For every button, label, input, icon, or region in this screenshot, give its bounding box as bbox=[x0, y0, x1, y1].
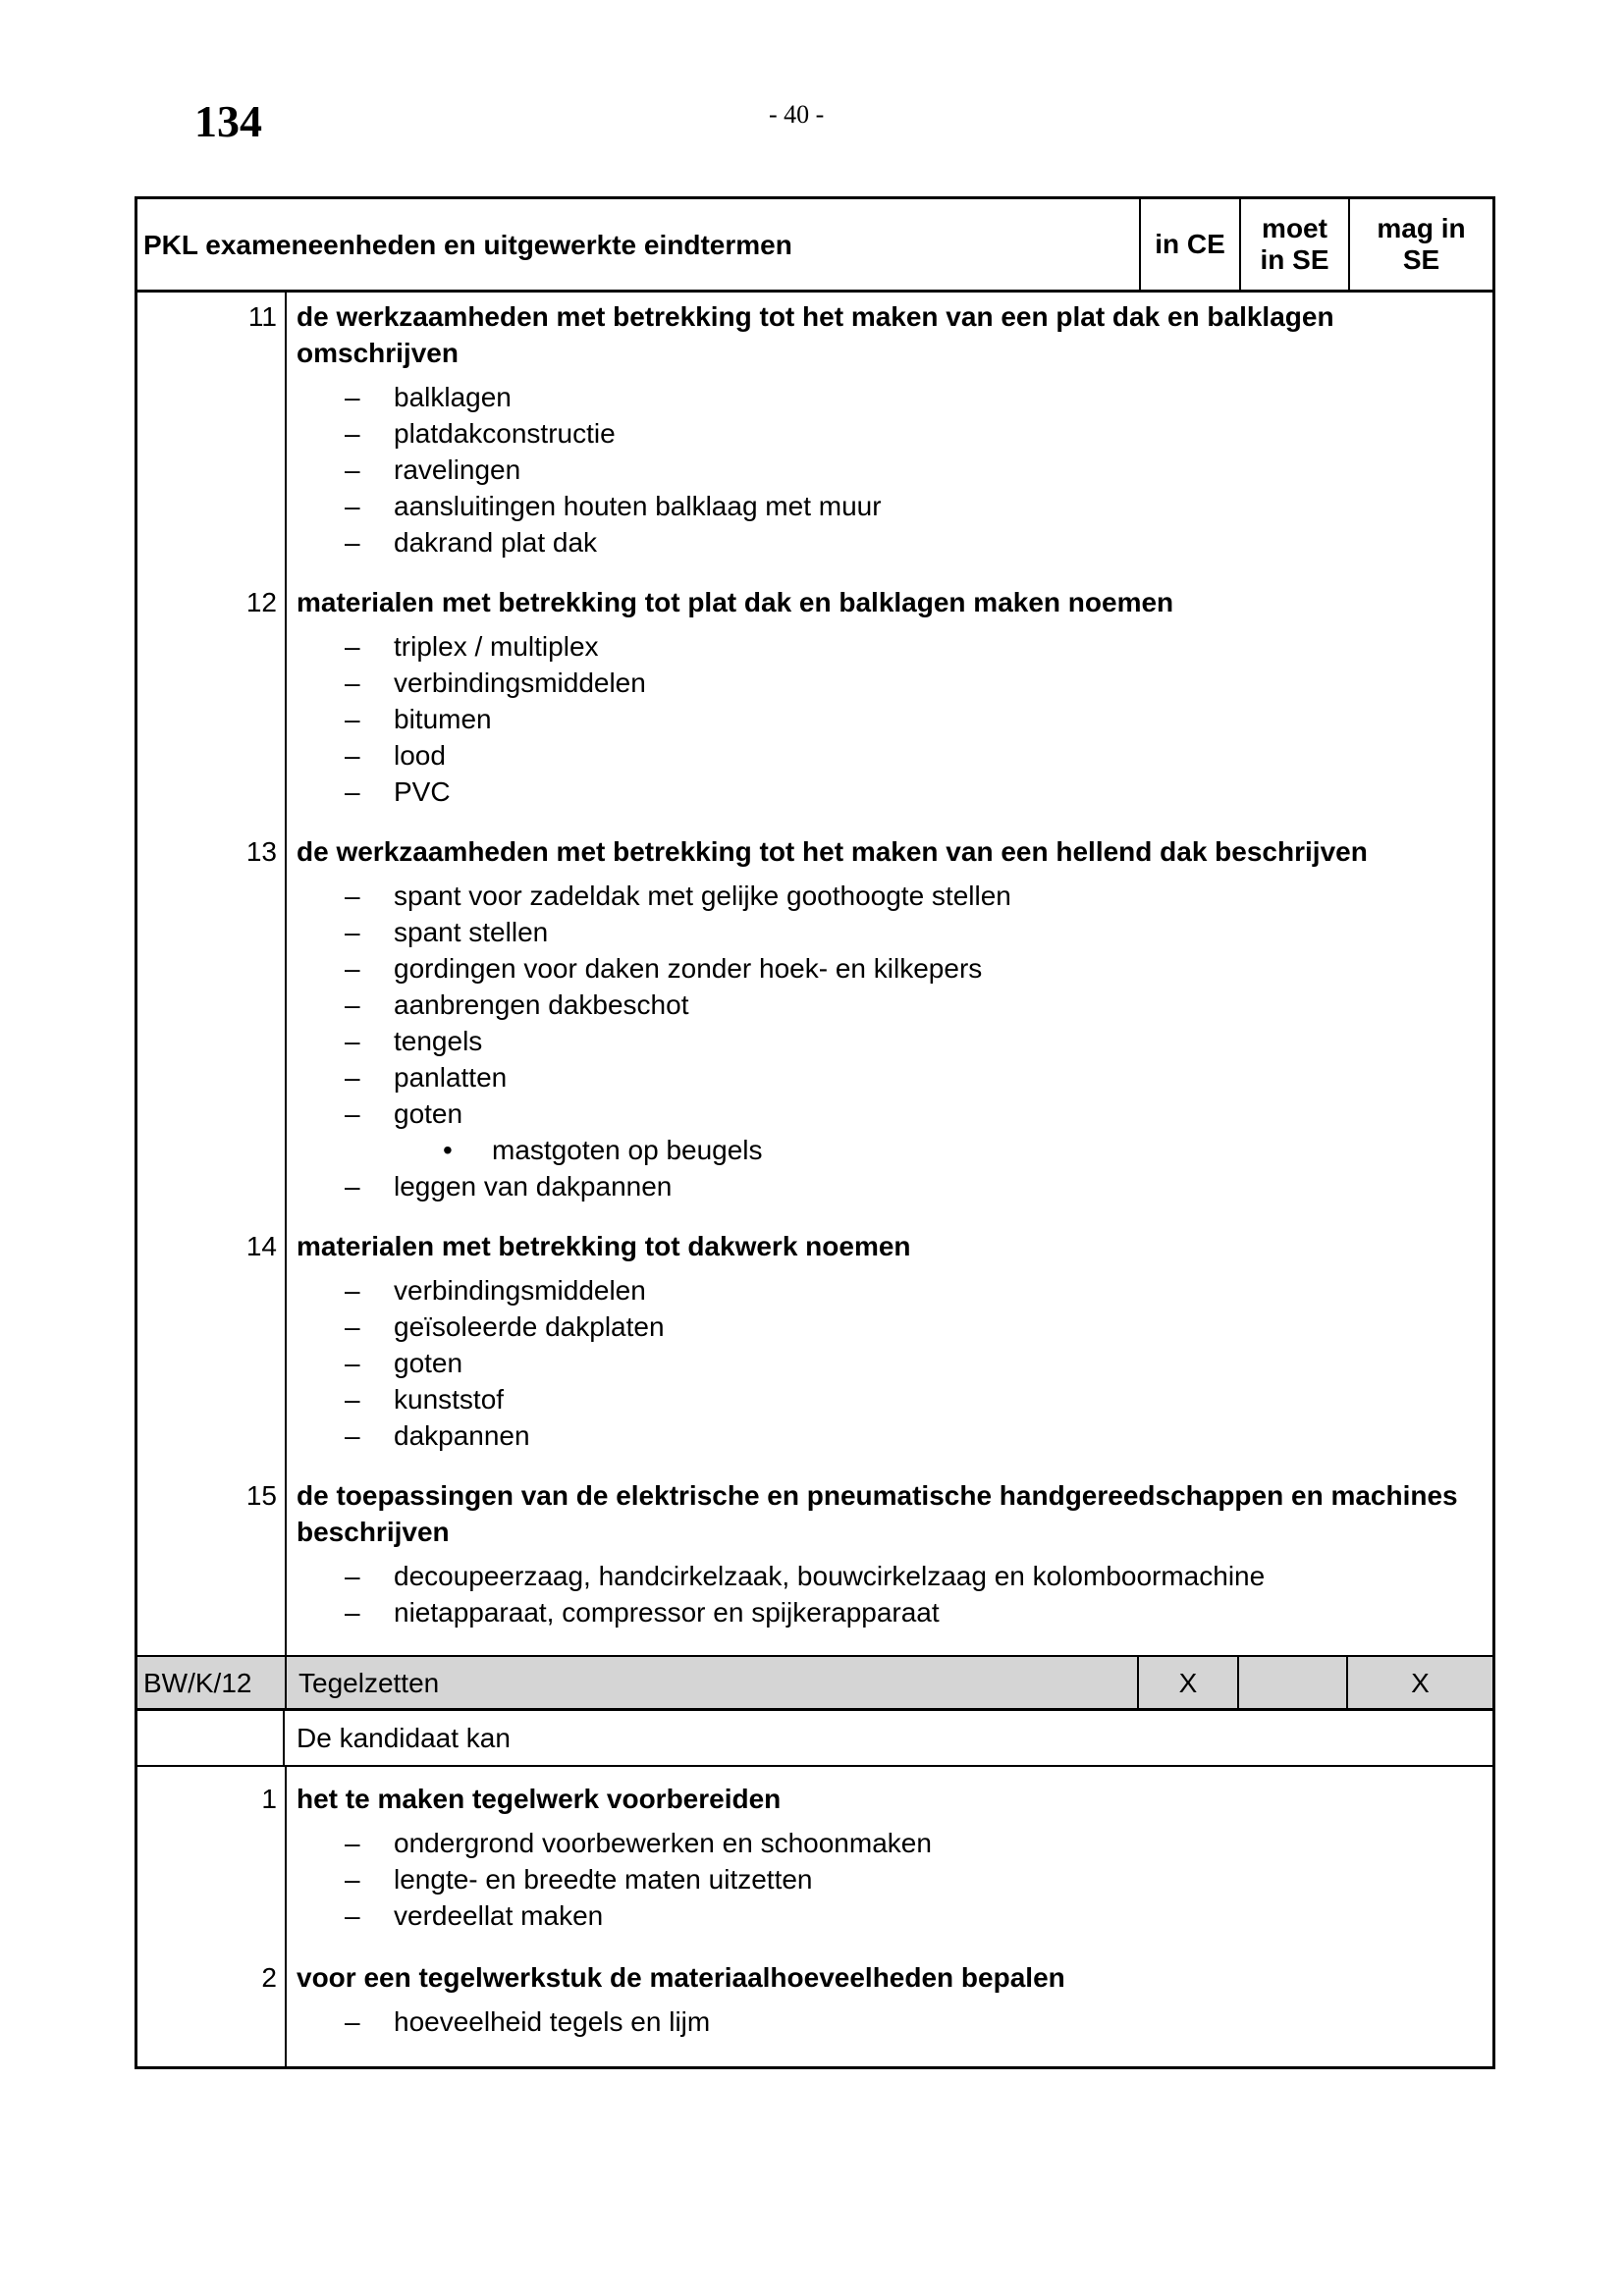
kerndeel-row bbox=[137, 1657, 1492, 1711]
list-dash-marker: – bbox=[345, 1311, 360, 1342]
list-dash-marker: – bbox=[345, 667, 360, 698]
subitem-text: verbindingsmiddelen bbox=[394, 1275, 646, 1306]
eindterm-subitem bbox=[297, 415, 1477, 452]
number-column-divider bbox=[285, 1767, 287, 2066]
list-dash-marker: – bbox=[345, 1275, 360, 1306]
subitem-text: verdeellat maken bbox=[394, 1900, 604, 1931]
header-col-moet-line1: moet bbox=[1262, 213, 1327, 243]
subitem-text: lengte- en breedte maten uitzetten bbox=[394, 1864, 813, 1895]
subitem-text: aansluitingen houten balklaag met muur bbox=[394, 491, 882, 521]
list-dash-marker: – bbox=[345, 881, 360, 911]
eindterm-subitem bbox=[297, 878, 1477, 914]
eindterm-item-15 bbox=[137, 1477, 1492, 1630]
eindterm-subitem bbox=[297, 452, 1477, 488]
eindterm-subitem bbox=[297, 987, 1477, 1023]
eindtermen-section-2 bbox=[137, 1767, 1492, 2066]
list-dash-marker: – bbox=[345, 631, 360, 662]
list-dash-marker: – bbox=[345, 1864, 360, 1895]
eindterm-subitem bbox=[297, 379, 1477, 415]
eindterm-subitem bbox=[297, 488, 1477, 524]
list-dash-marker: – bbox=[345, 454, 360, 485]
eindterm-subitem bbox=[297, 1059, 1477, 1095]
number-column-divider bbox=[285, 293, 287, 1655]
eindterm-number: 13 bbox=[245, 836, 277, 867]
eindterm-item-11 bbox=[137, 298, 1492, 561]
eindterm-number: 14 bbox=[245, 1231, 277, 1261]
list-dash-marker: – bbox=[345, 1171, 360, 1201]
list-dash-marker: – bbox=[345, 704, 360, 734]
eindterm-number: 11 bbox=[247, 301, 277, 332]
eindterm-number: 15 bbox=[245, 1480, 277, 1511]
eindterm-item-13 bbox=[137, 833, 1492, 1204]
subitem-text: nietapparaat, compressor en spijkerapparaat bbox=[394, 1597, 940, 1628]
eindterm-subitem bbox=[297, 524, 1477, 561]
subitem-text: verbindingsmiddelen bbox=[394, 667, 646, 698]
subitem-text: decoupeerzaag, handcirkelzaak, bouwcirkelzaag en kolomboormachine bbox=[394, 1561, 1266, 1591]
eindterm-subitem bbox=[297, 774, 1477, 810]
eindterm-title: voor een tegelwerkstuk de materiaalhoeveelheden bepalen bbox=[297, 1962, 1065, 1993]
eindterm-subitem bbox=[297, 1023, 1477, 1059]
subitem-text: balklagen bbox=[394, 382, 512, 412]
header-col-mag-line1: mag in bbox=[1377, 213, 1466, 243]
header-col-moet-line2: in SE bbox=[1260, 244, 1329, 275]
subitem-text: panlatten bbox=[394, 1062, 508, 1093]
list-dash-marker: – bbox=[345, 1597, 360, 1628]
list-dash-marker: – bbox=[345, 917, 360, 947]
eindterm-subitem bbox=[297, 1897, 1477, 1934]
eindterm-subitem-level2 bbox=[297, 1132, 1477, 1168]
subitem-text: dakrand plat dak bbox=[394, 527, 598, 558]
subitem-text: goten bbox=[394, 1098, 463, 1129]
list-dash-marker: – bbox=[345, 2006, 360, 2037]
eindterm-number: 1 bbox=[261, 1784, 277, 1814]
list-dash-marker: – bbox=[345, 527, 360, 558]
eindterm-item-14 bbox=[137, 1228, 1492, 1454]
eindterm-title: materialen met betrekking tot dakwerk noemen bbox=[297, 1231, 911, 1261]
subitem-text: goten bbox=[394, 1348, 463, 1378]
header-col-in-ce bbox=[1139, 199, 1239, 290]
eindterm-subitem bbox=[297, 1095, 1477, 1132]
list-dash-marker: – bbox=[345, 1026, 360, 1056]
header-col-in-ce-label: in CE bbox=[1155, 229, 1225, 259]
subitem-text: tengels bbox=[394, 1026, 483, 1056]
eindterm-subitem bbox=[297, 950, 1477, 987]
eindterm-subitem bbox=[297, 628, 1477, 665]
eindterm-subitem bbox=[297, 1417, 1477, 1454]
subitem-text: geïsoleerde dakplaten bbox=[394, 1311, 665, 1342]
kerndeel-mag-in-se-mark: X bbox=[1346, 1657, 1492, 1708]
eindterm-title: de toepassingen van de elektrische en pneumatische handgereedschappen en machines beschrijven bbox=[297, 1480, 1458, 1547]
eindterm-subitem bbox=[297, 665, 1477, 701]
list-dash-marker: – bbox=[345, 1062, 360, 1093]
eindterm-title: de werkzaamheden met betrekking tot het maken van een hellend dak beschrijven bbox=[297, 836, 1368, 867]
eindterm-subitem bbox=[297, 1168, 1477, 1204]
eindterm-title: materialen met betrekking tot plat dak en balklagen maken noemen bbox=[297, 587, 1174, 617]
list-dash-marker: – bbox=[345, 1384, 360, 1415]
subitem-text: kunststof bbox=[394, 1384, 505, 1415]
subitem-text: hoeveelheid tegels en lijm bbox=[394, 2006, 711, 2037]
header-col-moet-in-se bbox=[1239, 199, 1348, 290]
eindterm-subitem bbox=[297, 1272, 1477, 1308]
list-dash-marker: – bbox=[345, 1348, 360, 1378]
list-dash-marker: – bbox=[345, 776, 360, 807]
subitem-text: platdakconstructie bbox=[394, 418, 616, 449]
kerndeel-in-ce-mark: X bbox=[1137, 1657, 1237, 1708]
eindterm-subitem bbox=[297, 1345, 1477, 1381]
page-folio: - 40 - bbox=[769, 100, 825, 129]
subitem-text: ondergrond voorbewerken en schoonmaken bbox=[394, 1828, 932, 1858]
list-dash-marker: – bbox=[345, 1420, 360, 1451]
header-title: PKL exameneenheden en uitgewerkte eindtermen bbox=[143, 229, 792, 260]
list-dash-marker: – bbox=[345, 382, 360, 412]
subitem-text: leggen van dakpannen bbox=[394, 1171, 673, 1201]
kerndeel-label: Tegelzetten bbox=[285, 1657, 1137, 1708]
eindterm-subitem bbox=[297, 1594, 1477, 1630]
subitem-text: bitumen bbox=[394, 704, 492, 734]
eindterm-subitem bbox=[297, 701, 1477, 737]
eindterm-item-1 bbox=[137, 1781, 1492, 1934]
page-number: 134 bbox=[194, 96, 262, 146]
table-header-row bbox=[137, 199, 1492, 293]
list-dash-marker: – bbox=[345, 1098, 360, 1129]
subitem-text: gordingen voor daken zonder hoek- en kilkepers bbox=[394, 953, 983, 984]
subitem-text: lood bbox=[394, 740, 446, 771]
eindterm-item-12 bbox=[137, 584, 1492, 810]
eindterm-title: de werkzaamheden met betrekking tot het maken van een plat dak en balklagen omschrijven bbox=[297, 301, 1334, 368]
eindterm-number: 2 bbox=[261, 1962, 277, 1993]
subitem-text: PVC bbox=[394, 776, 451, 807]
subitem-text: mastgoten op beugels bbox=[492, 1135, 763, 1165]
eindterm-item-2 bbox=[137, 1959, 1492, 2040]
list-dash-marker: – bbox=[345, 491, 360, 521]
eindterm-subitem bbox=[297, 2003, 1477, 2040]
kerndeel-code: BW/K/12 bbox=[143, 1667, 252, 1698]
eindterm-subitem bbox=[297, 1308, 1477, 1345]
header-col-mag-in-se bbox=[1348, 199, 1492, 290]
exam-table bbox=[135, 196, 1495, 2069]
list-bullet-marker: • bbox=[443, 1135, 453, 1165]
subitem-text: spant voor zadeldak met gelijke goothoogte stellen bbox=[394, 881, 1011, 911]
eindterm-title: het te maken tegelwerk voorbereiden bbox=[297, 1784, 782, 1814]
kerndeel-moet-in-se-mark bbox=[1237, 1657, 1346, 1708]
subitem-text: dakpannen bbox=[394, 1420, 530, 1451]
list-dash-marker: – bbox=[345, 989, 360, 1020]
eindterm-subitem bbox=[297, 1861, 1477, 1897]
subitem-text: spant stellen bbox=[394, 917, 549, 947]
kandidaat-kan-empty-cell bbox=[137, 1711, 285, 1765]
eindterm-subitem bbox=[297, 737, 1477, 774]
eindtermen-section-1 bbox=[137, 293, 1492, 1657]
list-dash-marker: – bbox=[345, 1900, 360, 1931]
eindterm-subitem bbox=[297, 1381, 1477, 1417]
header-col-mag-line2: SE bbox=[1402, 244, 1440, 275]
subitem-text: aanbrengen dakbeschot bbox=[394, 989, 689, 1020]
list-dash-marker: – bbox=[345, 1561, 360, 1591]
list-dash-marker: – bbox=[345, 740, 360, 771]
subitem-text: triplex / multiplex bbox=[394, 631, 599, 662]
list-dash-marker: – bbox=[345, 418, 360, 449]
kandidaat-kan-label: De kandidaat kan bbox=[297, 1723, 511, 1753]
list-dash-marker: – bbox=[345, 953, 360, 984]
eindterm-number: 12 bbox=[245, 587, 277, 617]
kandidaat-kan-row bbox=[137, 1711, 1492, 1767]
eindterm-subitem bbox=[297, 1558, 1477, 1594]
subitem-text: ravelingen bbox=[394, 454, 521, 485]
list-dash-marker: – bbox=[345, 1828, 360, 1858]
eindterm-subitem bbox=[297, 1825, 1477, 1861]
eindterm-subitem bbox=[297, 914, 1477, 950]
